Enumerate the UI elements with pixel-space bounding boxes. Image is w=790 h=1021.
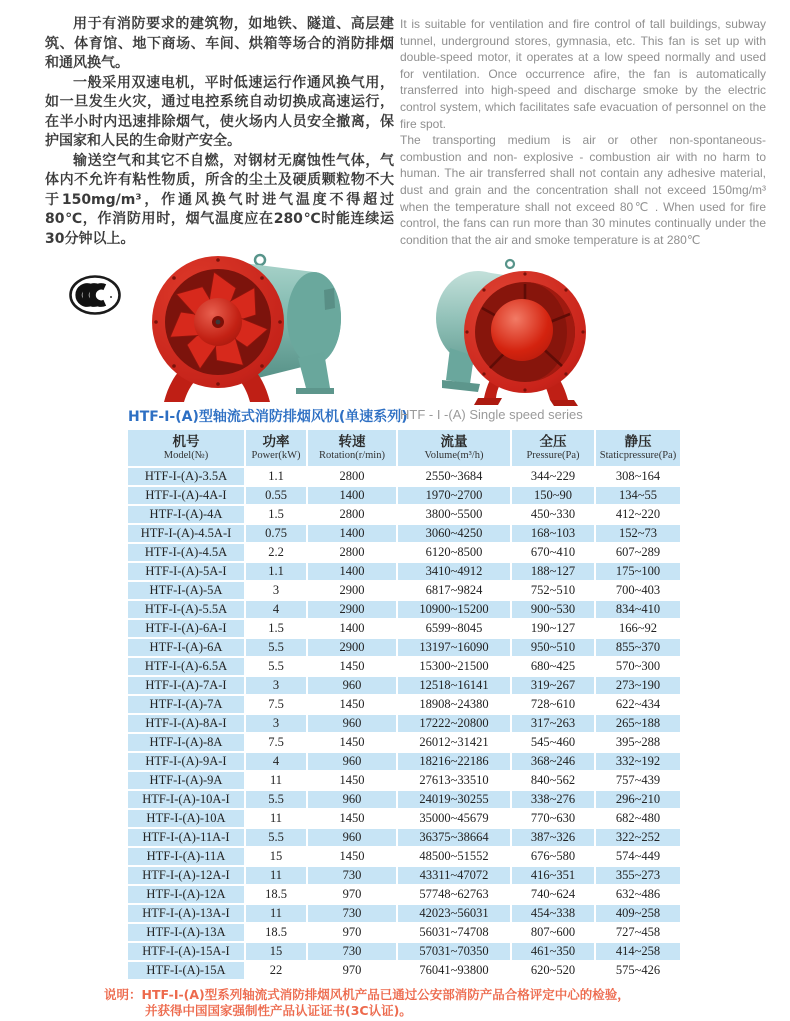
intro-english (400, 16, 766, 248)
value-cell: 5.5 (246, 791, 306, 808)
value-cell: 682~480 (596, 810, 680, 827)
header-en: Power(kW) (251, 450, 301, 461)
table-row (128, 772, 680, 789)
value-cell: 730 (308, 943, 396, 960)
value-cell: 7.5 (246, 696, 306, 713)
value-cell: 43311~47072 (398, 867, 510, 884)
intro-zh-paragraph-1: 用于有消防要求的建筑物，如地铁、隧道、高层建筑、体育馆、地下商场、车间、烘箱等场合的消防排烟和通风换气。 (45, 16, 394, 71)
value-cell: 970 (308, 962, 396, 979)
value-cell: 368~246 (512, 753, 594, 770)
header-en: Staticpressure(Pa) (599, 450, 677, 461)
table-row (128, 848, 680, 865)
value-cell: 12518~16141 (398, 677, 510, 694)
value-cell: 1400 (308, 487, 396, 504)
value-cell: 960 (308, 829, 396, 846)
fan-photo-front-view (138, 250, 356, 411)
value-cell: 322~252 (596, 829, 680, 846)
value-cell: 18908~24380 (398, 696, 510, 713)
value-cell: 1450 (308, 734, 396, 751)
value-cell: 387~326 (512, 829, 594, 846)
value-cell: 834~410 (596, 601, 680, 618)
value-cell: 4 (246, 753, 306, 770)
value-cell: 317~263 (512, 715, 594, 732)
table-row (128, 753, 680, 770)
column-header-power (246, 430, 306, 466)
column-header-rotation (308, 430, 396, 466)
value-cell: 1400 (308, 620, 396, 637)
value-cell: 57031~70350 (398, 943, 510, 960)
value-cell: 730 (308, 867, 396, 884)
value-cell: 2.2 (246, 544, 306, 561)
value-cell: 680~425 (512, 658, 594, 675)
note-line-1: 说明：HTF-I-(A)型系列轴流式消防排烟风机产品已通过公安部消防产品合格评定中心的检验， (104, 987, 630, 1002)
value-cell: 3800~5500 (398, 506, 510, 523)
value-cell: 11 (246, 772, 306, 789)
value-cell: 622~434 (596, 696, 680, 713)
table-row (128, 734, 680, 751)
table-row (128, 506, 680, 523)
table-row (128, 905, 680, 922)
intro-zh-paragraph-3: 输送空气和其它不自燃，对钢材无腐蚀性气体，气体内不允许有粘性物质，所含的尘土及硬质颗粒物不大于150mg/m³，作通风换气时进气温度不得超过80℃，作消防用时，烟气温度应在280℃时能连续运30分钟以上。 (45, 152, 394, 247)
value-cell: 620~520 (512, 962, 594, 979)
value-cell: 152~73 (596, 525, 680, 542)
value-cell: 18.5 (246, 886, 306, 903)
model-cell: HTF-I-(A)-7A (128, 696, 244, 713)
value-cell: 728~610 (512, 696, 594, 713)
value-cell: 5.5 (246, 658, 306, 675)
value-cell: 575~426 (596, 962, 680, 979)
header-en: Rotation(r/min) (319, 450, 385, 461)
value-cell: 24019~30255 (398, 791, 510, 808)
value-cell: 607~289 (596, 544, 680, 561)
value-cell: 3 (246, 582, 306, 599)
value-cell: 670~410 (512, 544, 594, 561)
value-cell: 15300~21500 (398, 658, 510, 675)
value-cell: 414~258 (596, 943, 680, 960)
value-cell: 332~192 (596, 753, 680, 770)
model-cell: HTF-I-(A)-7A-I (128, 677, 244, 694)
value-cell: 5.5 (246, 829, 306, 846)
value-cell: 3 (246, 677, 306, 694)
value-cell: 752~510 (512, 582, 594, 599)
value-cell: 3 (246, 715, 306, 732)
model-cell: HTF-I-(A)-5A (128, 582, 244, 599)
model-cell: HTF-I-(A)-6.5A (128, 658, 244, 675)
value-cell: 1450 (308, 696, 396, 713)
value-cell: 1450 (308, 810, 396, 827)
value-cell: 22 (246, 962, 306, 979)
value-cell: 7.5 (246, 734, 306, 751)
value-cell: 1450 (308, 848, 396, 865)
table-row (128, 696, 680, 713)
value-cell: 970 (308, 924, 396, 941)
value-cell: 11 (246, 905, 306, 922)
intro-en-paragraph-1: It is suitable for ventilation and fire control of tall buildings, subway tunnel, underground stores, gymnasia, etc. This fan is set up with double-speed motor, it operates at a low speed normally and used for ventilation. Once occurrence afire, the fan is automatically transferred into high-speed and discharge smoke by the electric control system, which facilitates safe evacuation of personnel on the fire spot. (400, 17, 766, 131)
value-cell: 35000~45679 (398, 810, 510, 827)
table-row (128, 677, 680, 694)
value-cell: 700~403 (596, 582, 680, 599)
spec-table (126, 428, 682, 981)
value-cell: 1400 (308, 563, 396, 580)
fan-front-graphic (138, 250, 356, 406)
value-cell: 416~351 (512, 867, 594, 884)
model-cell: HTF-I-(A)-4A (128, 506, 244, 523)
value-cell: 308~164 (596, 468, 680, 485)
value-cell: 676~580 (512, 848, 594, 865)
value-cell: 5.5 (246, 639, 306, 656)
value-cell: 18216~22186 (398, 753, 510, 770)
value-cell: 409~258 (596, 905, 680, 922)
value-cell: 344~229 (512, 468, 594, 485)
header-en: Volume(m³/h) (424, 450, 484, 461)
table-title-en: HTF - I -(A) Single speed series (400, 407, 583, 422)
intro-chinese (45, 15, 394, 249)
value-cell: 1.1 (246, 468, 306, 485)
model-cell: HTF-I-(A)-15A (128, 962, 244, 979)
value-cell: 11 (246, 810, 306, 827)
value-cell: 338~276 (512, 791, 594, 808)
value-cell: 2900 (308, 639, 396, 656)
value-cell: 265~188 (596, 715, 680, 732)
value-cell: 296~210 (596, 791, 680, 808)
table-row (128, 924, 680, 941)
header-zh: 流量 (440, 434, 468, 450)
value-cell: 27613~33510 (398, 772, 510, 789)
model-cell: HTF-I-(A)-12A-I (128, 867, 244, 884)
table-row (128, 601, 680, 618)
value-cell: 970 (308, 886, 396, 903)
model-cell: HTF-I-(A)-11A (128, 848, 244, 865)
model-cell: HTF-I-(A)-13A (128, 924, 244, 941)
header-zh: 全压 (539, 434, 567, 450)
header-en: Model(№) (163, 450, 209, 461)
value-cell: 632~486 (596, 886, 680, 903)
table-row (128, 715, 680, 732)
value-cell: 166~92 (596, 620, 680, 637)
model-cell: HTF-I-(A)-10A-I (128, 791, 244, 808)
value-cell: 355~273 (596, 867, 680, 884)
value-cell: 36375~38664 (398, 829, 510, 846)
value-cell: 461~350 (512, 943, 594, 960)
value-cell: 450~330 (512, 506, 594, 523)
fan-photo-rear-view (432, 256, 592, 411)
model-cell: HTF-I-(A)-15A-I (128, 943, 244, 960)
table-row (128, 962, 680, 979)
value-cell: 1.1 (246, 563, 306, 580)
value-cell: 1970~2700 (398, 487, 510, 504)
value-cell: 950~510 (512, 639, 594, 656)
value-cell: 56031~74708 (398, 924, 510, 941)
value-cell: 900~530 (512, 601, 594, 618)
model-cell: HTF-I-(A)-4A-I (128, 487, 244, 504)
value-cell: 15 (246, 943, 306, 960)
model-cell: HTF-I-(A)-8A (128, 734, 244, 751)
value-cell: 76041~93800 (398, 962, 510, 979)
value-cell: 273~190 (596, 677, 680, 694)
value-cell: 2800 (308, 506, 396, 523)
value-cell: 960 (308, 677, 396, 694)
table-row (128, 468, 680, 485)
model-cell: HTF-I-(A)-8A-I (128, 715, 244, 732)
value-cell: 6599~8045 (398, 620, 510, 637)
value-cell: 10900~15200 (398, 601, 510, 618)
table-row (128, 867, 680, 884)
model-cell: HTF-I-(A)-4.5A-I (128, 525, 244, 542)
column-header-volume (398, 430, 510, 466)
value-cell: 150~90 (512, 487, 594, 504)
value-cell: 757~439 (596, 772, 680, 789)
value-cell: 2800 (308, 544, 396, 561)
value-cell: 15 (246, 848, 306, 865)
table-row (128, 639, 680, 656)
header-zh: 功率 (262, 434, 290, 450)
value-cell: 0.75 (246, 525, 306, 542)
value-cell: 770~630 (512, 810, 594, 827)
value-cell: 3060~4250 (398, 525, 510, 542)
table-row (128, 943, 680, 960)
value-cell: 1.5 (246, 506, 306, 523)
value-cell: 740~624 (512, 886, 594, 903)
table-title-zh: HTF-I-(A)型轴流式消防排烟风机(单速系列) (128, 409, 408, 425)
table-row (128, 620, 680, 637)
intro-en-paragraph-2: The transporting medium is air or other non-spontaneous-combustion and non- explosive - combustion air with no harm to human. The air transferred shall not contain any adhesive material, dust and grain and the concentration shall not exceed 150mg/m³ when the temperature shall not exceed 80℃ . When used for fire control, the fans can run more than 30 minutes continually under the condition that the air and smoke temperature is at 280℃ (400, 133, 766, 247)
table-row (128, 487, 680, 504)
note-line-2: 并获得中国国家强制性产品认证证书(3C认证)。 (145, 1002, 412, 1018)
column-header-model (128, 430, 244, 466)
value-cell: 807~600 (512, 924, 594, 941)
column-header-staticpressure (596, 430, 680, 466)
model-cell: HTF-I-(A)-13A-I (128, 905, 244, 922)
value-cell: 2900 (308, 582, 396, 599)
value-cell: 42023~56031 (398, 905, 510, 922)
value-cell: 960 (308, 791, 396, 808)
value-cell: 2800 (308, 468, 396, 485)
value-cell: 395~288 (596, 734, 680, 751)
model-cell: HTF-I-(A)-4.5A (128, 544, 244, 561)
value-cell: 454~338 (512, 905, 594, 922)
table-row (128, 886, 680, 903)
ccc-certification-icon (68, 274, 122, 321)
value-cell: 17222~20800 (398, 715, 510, 732)
header-zh: 静压 (624, 434, 652, 450)
value-cell: 1.5 (246, 620, 306, 637)
value-cell: 13197~16090 (398, 639, 510, 656)
table-row (128, 791, 680, 808)
header-zh: 转速 (338, 434, 366, 450)
value-cell: 1400 (308, 525, 396, 542)
value-cell: 57748~62763 (398, 886, 510, 903)
value-cell: 134~55 (596, 487, 680, 504)
value-cell: 727~458 (596, 924, 680, 941)
model-cell: HTF-I-(A)-5A-I (128, 563, 244, 580)
model-cell: HTF-I-(A)-3.5A (128, 468, 244, 485)
fan-rear-graphic (432, 256, 592, 406)
value-cell: 319~267 (512, 677, 594, 694)
value-cell: 190~127 (512, 620, 594, 637)
value-cell: 412~220 (596, 506, 680, 523)
table-title (128, 406, 684, 426)
certification-note (104, 987, 704, 1018)
model-cell: HTF-I-(A)-5.5A (128, 601, 244, 618)
model-cell: HTF-I-(A)-9A-I (128, 753, 244, 770)
table-row (128, 810, 680, 827)
value-cell: 175~100 (596, 563, 680, 580)
column-header-pressure (512, 430, 594, 466)
value-cell: 545~460 (512, 734, 594, 751)
intro-zh-paragraph-2: 一般采用双速电机，平时低速运行作通风换气用，如一旦发生火灾，通过电控系统自动切换成高速运行，在半小时内迅速排除烟气，使火场内人员安全撤离，保护国家和人民的生命财产安全。 (45, 74, 394, 149)
table-row (128, 658, 680, 675)
value-cell: 960 (308, 753, 396, 770)
value-cell: 0.55 (246, 487, 306, 504)
value-cell: 6120~8500 (398, 544, 510, 561)
table-row (128, 829, 680, 846)
table-row (128, 582, 680, 599)
value-cell: 11 (246, 867, 306, 884)
value-cell: 574~449 (596, 848, 680, 865)
value-cell: 840~562 (512, 772, 594, 789)
value-cell: 168~103 (512, 525, 594, 542)
value-cell: 2550~3684 (398, 468, 510, 485)
value-cell: 855~370 (596, 639, 680, 656)
value-cell: 188~127 (512, 563, 594, 580)
value-cell: 26012~31421 (398, 734, 510, 751)
table-header-row (128, 430, 680, 466)
value-cell: 730 (308, 905, 396, 922)
model-cell: HTF-I-(A)-9A (128, 772, 244, 789)
header-zh: 机号 (172, 434, 200, 450)
value-cell: 6817~9824 (398, 582, 510, 599)
model-cell: HTF-I-(A)-12A (128, 886, 244, 903)
header-en: Pressure(Pa) (526, 450, 580, 461)
value-cell: 2900 (308, 601, 396, 618)
ccc-mark-graphic (68, 274, 122, 316)
value-cell: 3410~4912 (398, 563, 510, 580)
value-cell: 18.5 (246, 924, 306, 941)
spec-table-body (128, 468, 680, 979)
model-cell: HTF-I-(A)-6A-I (128, 620, 244, 637)
value-cell: 48500~51552 (398, 848, 510, 865)
value-cell: 1450 (308, 772, 396, 789)
value-cell: 1450 (308, 658, 396, 675)
value-cell: 4 (246, 601, 306, 618)
value-cell: 960 (308, 715, 396, 732)
table-row (128, 563, 680, 580)
table-row (128, 525, 680, 542)
value-cell: 570~300 (596, 658, 680, 675)
model-cell: HTF-I-(A)-10A (128, 810, 244, 827)
model-cell: HTF-I-(A)-11A-I (128, 829, 244, 846)
table-row (128, 544, 680, 561)
model-cell: HTF-I-(A)-6A (128, 639, 244, 656)
